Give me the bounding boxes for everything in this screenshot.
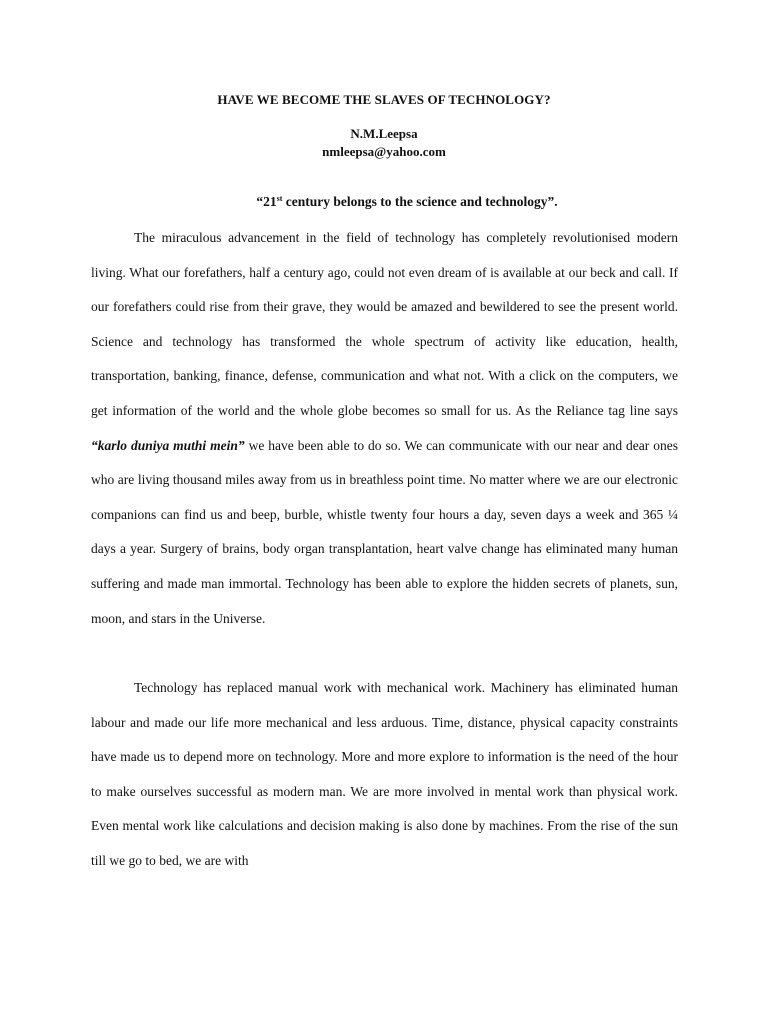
body-paragraph-2: Technology has replaced manual work with mechanical work. Machinery has eliminated human labour and made our life more mechanical and less arduous. Time, distance, physical capacity constraints have made us to depend more on technology. More and more explore to information is the need of the hour to make ourselves successful as modern man. We are more involved in mental work than physical work. Even mental work like calculations and decision making is also done by machines. From the rise of the sun till we go to bed, we are with <box>91 680 678 868</box>
paragraph-1-text-start: The miraculous advancement in the field of technology has completely revolutionised modern living. What our forefathers, half a century ago, could not even dream of is available at our beck and call. If our forefathers could rise from their grave, they would be amazed and bewildered to see the present world. Science and technology has transformed the whole spectrum of activity like education, health, transportation, banking, finance, defense, communication and what not. With a click on the computers, we get information of the world and the whole globe becomes so small for us. As the Reliance tag line says <box>91 230 678 418</box>
quote-rest: century belongs to the science and technology”. <box>282 194 558 209</box>
body-paragraph-1 <box>91 221 678 636</box>
epigraph-quote <box>0 194 768 210</box>
author-block <box>0 125 768 161</box>
author-name: N.M.Leepsa <box>350 126 418 141</box>
quote-open: “21 <box>256 194 277 209</box>
quote-superscript: st <box>276 194 283 203</box>
tagline-emphasis: “karlo duniya muthi mein” <box>91 437 245 453</box>
paragraph-1-text-end: we have been able to do so. We can communicate with our near and dear ones who are living thousand miles away from us in breathless point time. No matter where we are our electronic companions can find us and beep, burble, whistle twenty four hours a day, seven days a week and 365 ¼ days a year. Surgery of brains, body organ transplantation, heart valve change has eliminated many human suffering and made man immortal. Technology has been able to explore the hidden secrets of planets, sun, moon, and stars in the Universe. <box>91 437 678 626</box>
author-email: nmleepsa@yahoo.com <box>322 144 446 159</box>
document-title: HAVE WE BECOME THE SLAVES OF TECHNOLOGY? <box>217 92 551 107</box>
